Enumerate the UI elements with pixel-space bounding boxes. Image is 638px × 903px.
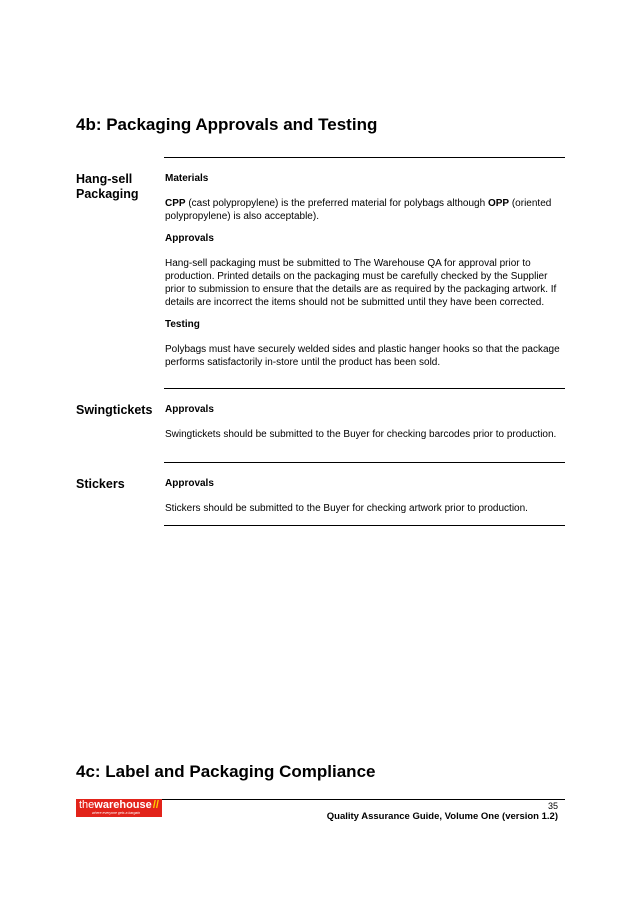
- divider: [164, 462, 565, 463]
- divider: [164, 388, 565, 389]
- materials-text: CPP (cast polypropylene) is the preferred material for polybags although OPP (oriented polypropylene) is also acceptable).: [165, 198, 552, 222]
- section-4b-title: 4b: Packaging Approvals and Testing: [76, 115, 378, 134]
- page-number: 35: [547, 801, 558, 811]
- approvals-heading: Approvals: [165, 478, 214, 489]
- warehouse-logo: thewarehouse // where everyone gets a bargain: [76, 799, 162, 817]
- stickers-text: Stickers should be submitted to the Buyer for checking artwork prior to production.: [165, 503, 528, 514]
- guide-title: Quality Assurance Guide, Volume One (version 1.2): [326, 811, 558, 822]
- stickers-content: [165, 477, 565, 524]
- approvals-text: Hang-sell packaging must be submitted to The Warehouse QA for approval prior to production. Printed details on the packaging must be carefully checked by the Supplier prior to submission to ensure that the details are as required by the packaging artwork. If details are incorrect the items should not be submitted until they have been corrected.: [165, 258, 557, 308]
- hang-sell-label: Hang-sell Packaging: [76, 172, 139, 201]
- logo-tagline: where everyone gets a bargain: [92, 811, 141, 815]
- divider: [164, 525, 565, 526]
- swingtickets-label: Swingtickets: [76, 403, 153, 417]
- hang-sell-content: [165, 172, 565, 378]
- swingtickets-content: [165, 403, 565, 450]
- approvals-heading: Approvals: [165, 233, 214, 244]
- testing-heading: Testing: [165, 319, 200, 330]
- section-4c-title: 4c: Label and Packaging Compliance: [76, 762, 376, 781]
- divider: [164, 157, 565, 158]
- approvals-heading: Approvals: [165, 404, 214, 415]
- testing-text: Polybags must have securely welded sides and plastic hanger hooks so that the package performs satisfactorily in-store until the product has been sold.: [165, 344, 560, 368]
- logo-slash-icon: //: [152, 799, 159, 811]
- stickers-label: Stickers: [76, 477, 125, 491]
- swingtickets-text: Swingtickets should be submitted to the Buyer for checking barcodes prior to production.: [165, 429, 557, 440]
- materials-heading: Materials: [165, 173, 209, 184]
